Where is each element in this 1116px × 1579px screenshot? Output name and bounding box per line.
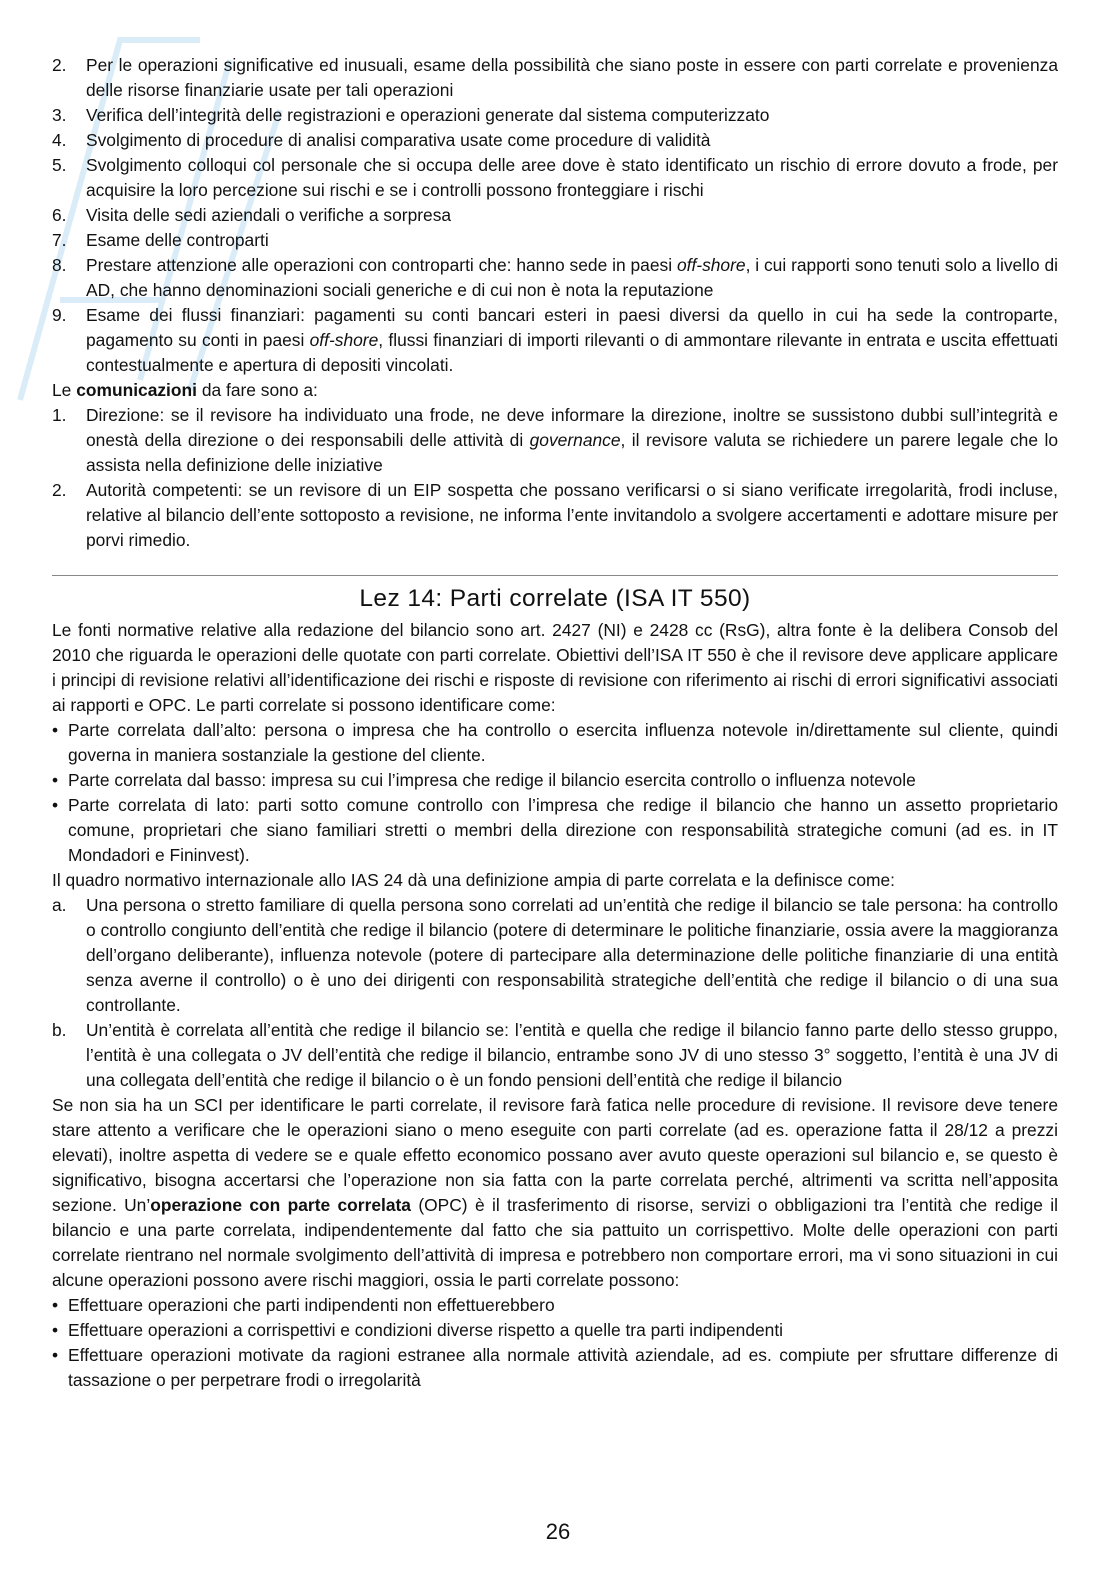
list-text: Svolgimento colloqui col personale che si occupa delle aree dove è stato identificato un rischio di errore dovuto a frode, per acquisire la loro percezione sui rischi e se i controlli possono fronteggiare i rischi xyxy=(86,155,1058,200)
list-text-italic: off-shore xyxy=(309,330,379,350)
bullet-icon: • xyxy=(52,1295,59,1315)
list-item xyxy=(52,203,1058,228)
bullet-item xyxy=(52,768,1058,793)
list-item xyxy=(52,128,1058,153)
bullet-icon: • xyxy=(52,720,59,740)
bullet-text: Effettuare operazioni a corrispettivi e condizioni diverse rispetto a quelle tra parti indipendenti xyxy=(68,1320,784,1340)
bullet-icon: • xyxy=(52,1320,59,1340)
ias-definition-list xyxy=(52,893,1058,1093)
list-item xyxy=(52,53,1058,103)
section-divider xyxy=(52,575,1058,576)
bullet-text: Parte correlata dal basso: impresa su cui l’impresa che redige il bilancio esercita controllo o influenza notevole xyxy=(68,770,916,790)
list-item xyxy=(52,893,1058,1018)
page-content xyxy=(52,53,1058,1393)
related-party-types-list xyxy=(52,718,1058,868)
bullet-icon: • xyxy=(52,1345,59,1365)
bold-term: comunicazioni xyxy=(76,380,197,400)
bullet-item xyxy=(52,1293,1058,1318)
bullet-text: Effettuare operazioni motivate da ragioni estranee alla normale attività aziendale, ad es. compiute per sfruttare differenze di tassazione o per perpetrare frodi o irregolarità xyxy=(68,1345,1058,1390)
list-text: Esame delle controparti xyxy=(86,230,269,250)
list-text: Direzione: se il revisore ha individuato una frode, ne deve informare la direzione, inoltre se sussistono dubbi sull’integrità e onestà della direzione o dei responsabili delle attività di xyxy=(86,405,1058,450)
list-number: 1. xyxy=(52,405,67,425)
bullet-item xyxy=(52,1343,1058,1393)
section-title: Lez 14: Parti correlate (ISA IT 550) xyxy=(359,585,751,612)
bullet-item xyxy=(52,793,1058,868)
bullet-text: Parte correlata di lato: parti sotto comune controllo con l’impresa che redige il bilancio che hanno un assetto proprietario comune, proprietari che siano familiari stretti o membri della direzione con responsabilità strategiche comuni (ad es. in IT Mondadori e Fininvest). xyxy=(68,795,1058,865)
list-text-italic: off-shore xyxy=(676,255,746,275)
list-number: 5. xyxy=(52,155,67,175)
text-run: da fare sono a: xyxy=(196,380,318,400)
list-number: 2. xyxy=(52,480,67,500)
list-text: Una persona o stretto familiare di quella persona sono correlati ad un’entità che redige il bilancio se tale persona: ha controllo o controllo congiunto dell’entità che redige il bilancio (potere di determinare le politiche finanziarie, ossia avere la maggioranza dell’organo deliberante), influenza notevole (potere di partecipare alla determinazione delle politiche finanziarie di una entità senza averne il controllo) o è uno dei dirigenti con responsabilità strategiche dell’entità che redige il bilancio o di una sua controllante. xyxy=(86,895,1058,1015)
list-text: Svolgimento di procedure di analisi comparativa usate come procedure di validità xyxy=(86,130,711,150)
bold-term: operazione con parte correlata xyxy=(150,1195,411,1215)
text-run: Se non sia ha un SCI per identificare le parti correlate, il revisore farà fatica nelle procedure di revisione. Il revisore deve tenere stare attento a verificare che le operazioni siano o meno eseguite con parti correlate (ad es. operazione fatta il 28/12 a prezzi elevati), inoltre aspetta di vedere se e quale effetto economico possano aver avuto queste operazioni sul bilancio e, se questo è significativo, bisogna accertarsi che l’operazione non sia fatta con la parte correlata perché, altrimenti va scritta nell’apposita sezione. Un’ xyxy=(52,1095,1058,1215)
bullet-icon: • xyxy=(52,795,59,815)
communications-intro xyxy=(52,378,1058,403)
list-text: Prestare attenzione alle operazioni con controparti che: hanno sede in paesi xyxy=(86,255,677,275)
page-number: 26 xyxy=(545,1519,571,1544)
risk-operations-list xyxy=(52,1293,1058,1393)
list-letter: a. xyxy=(52,895,67,915)
list-number: 4. xyxy=(52,130,67,150)
list-item xyxy=(52,478,1058,553)
bullet-item xyxy=(52,1318,1058,1343)
list-text: Visita delle sedi aziendali o verifiche a sorpresa xyxy=(86,205,452,225)
list-item xyxy=(52,303,1058,378)
list-text: Un’entità è correlata all’entità che redige il bilancio se: l’entità e quella che redige il bilancio fanno parte dello stesso gruppo, l’entità è una collegata o JV dell’entità che redige il bilancio, entrambe sono JV di uno stesso 3° soggetto, l’entità è una JV di una collegata dell’entità che redige il bilancio o è un fondo pensioni dell’entità che redige il bilancio xyxy=(86,1020,1058,1090)
list-text: Verifica dell’integrità delle registrazioni e operazioni generate dal sistema computerizzato xyxy=(86,105,770,125)
bullet-icon: • xyxy=(52,770,59,790)
list-number: 9. xyxy=(52,305,67,325)
communications-list xyxy=(52,403,1058,553)
list-item xyxy=(52,403,1058,478)
list-text: , il revisore valuta se richiedere un parere legale che lo assista nella definizione delle iniziative xyxy=(86,430,1058,475)
list-number: 3. xyxy=(52,105,67,125)
list-number: 8. xyxy=(52,255,67,275)
text-run: Le xyxy=(52,380,77,400)
opc-paragraph xyxy=(52,1093,1058,1293)
list-item xyxy=(52,228,1058,253)
ias-paragraph: Il quadro normativo internazionale allo IAS 24 dà una definizione ampia di parte correlata e la definisce come: xyxy=(52,870,895,890)
list-item xyxy=(52,153,1058,203)
intro-paragraph: Le fonti normative relative alla redazione del bilancio sono art. 2427 (NI) e 2428 cc (RsG), altra fonte è la delibera Consob del 2010 che riguarda le operazioni delle quotate con parti correlate. Obiettivi dell’ISA IT 550 è che il revisore deve applicare applicare i principi di revisione relativi all’identificazione dei rischi e risposte di revisione con riferimento ai rischi di errori significativi associati ai rapporti e OPC. Le parti correlate si possono identificare come: xyxy=(52,620,1058,715)
list-number: 2. xyxy=(52,55,67,75)
list-item xyxy=(52,103,1058,128)
list-number: 6. xyxy=(52,205,67,225)
list-item xyxy=(52,1018,1058,1093)
list-text: , i cui rapporti sono tenuti solo a livello di AD, che hanno denominazioni sociali generiche e di cui non è nota la reputazione xyxy=(86,255,1059,300)
bullet-text: Effettuare operazioni che parti indipendenti non effettuerebbero xyxy=(68,1295,555,1315)
bullet-text: Parte correlata dall’alto: persona o impresa che ha controllo o esercita influenza notevole in/direttamente sul cliente, quindi governa in maniera sostanziale la gestione del cliente. xyxy=(68,720,1058,765)
list-text: Autorità competenti: se un revisore di un EIP sospetta che possano verificarsi o si siano verificate irregolarità, frodi incluse, relative al bilancio dell’ente sottoposto a revisione, ne informa l’ente invitandolo a svolgere accertamenti e adottare misure per porvi rimedio. xyxy=(86,480,1058,550)
list-text: , flussi finanziari di importi rilevanti o di ammontare rilevante in entrata e uscita effettuati contestualmente e apertura di depositi vincolati. xyxy=(86,330,1058,375)
text-run: (OPC) è il trasferimento di risorse, servizi o obbligazioni tra l’entità che redige il bilancio e una parte correlata, indipendentemente dal fatto che sia pattuito un corrispettivo. Molte delle operazioni con parti correlate rientrano nel normale svolgimento dell’attività di impresa e potrebbero non comportare errori, ma vi sono situazioni in cui alcune operazioni possono avere rischi maggiori, ossia le parti correlate possono: xyxy=(52,1195,1058,1290)
list-text-italic: governance xyxy=(529,430,621,450)
bullet-item xyxy=(52,718,1058,768)
list-number: 7. xyxy=(52,230,67,250)
list-text: Esame dei flussi finanziari: pagamenti su conti bancari esteri in paesi diversi da quello in cui ha sede la controparte, pagamento su conti in paesi xyxy=(86,305,1058,350)
list-item xyxy=(52,253,1058,303)
list-letter: b. xyxy=(52,1020,67,1040)
list-text: Per le operazioni significative ed inusuali, esame della possibilità che siano poste in essere con parti correlate e provenienza delle risorse finanziarie usate per tali operazioni xyxy=(86,55,1058,100)
audit-procedures-list xyxy=(52,53,1058,378)
